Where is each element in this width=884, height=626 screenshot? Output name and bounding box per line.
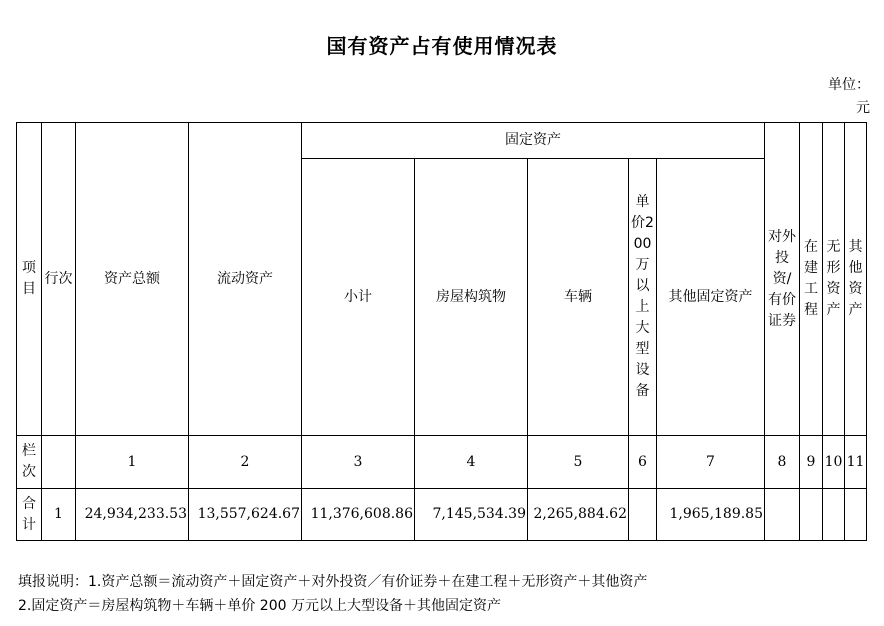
- intangible-value: [823, 489, 845, 541]
- header-investments: 对外投资/有价证券: [765, 123, 800, 436]
- report-title: 国有资产占有使用情况表: [326, 34, 558, 58]
- column-index: 6: [629, 436, 657, 489]
- current-assets-value: 13,557,624.67: [189, 489, 302, 541]
- header-vehicles: 车辆: [528, 159, 629, 436]
- column-index: 9: [800, 436, 823, 489]
- column-index-empty: [42, 436, 76, 489]
- header-buildings: 房屋构筑物: [415, 159, 528, 436]
- header-other-fixed: 其他固定资产: [657, 159, 765, 436]
- header-current-assets: 流动资产: [189, 123, 302, 436]
- column-index: 2: [189, 436, 302, 489]
- column-index: 1: [76, 436, 189, 489]
- header-subtotal: 小计: [302, 159, 415, 436]
- column-index: 7: [657, 436, 765, 489]
- other-assets-value: [845, 489, 867, 541]
- column-index-label: 栏次: [17, 436, 42, 489]
- header-total-assets: 资产总额: [76, 123, 189, 436]
- column-index: 10: [823, 436, 845, 489]
- total-row-no: 1: [42, 489, 76, 541]
- investments-value: [765, 489, 800, 541]
- column-index: 4: [415, 436, 528, 489]
- header-other-assets: 其他资产: [845, 123, 867, 436]
- vehicles-value: 2,265,884.62: [528, 489, 629, 541]
- asset-table: [16, 122, 867, 541]
- subtotal-value: 11,376,608.86: [302, 489, 415, 541]
- note-line: 填报说明：1.资产总额＝流动资产＋固定资产＋对外投资／有价证券＋在建工程＋无形资产＋其他资产: [18, 574, 648, 590]
- total-row-label: 合计: [17, 489, 42, 541]
- header-fixed-assets: 固定资产: [302, 123, 765, 159]
- column-index: 11: [845, 436, 867, 489]
- header-intangible: 无形资产: [823, 123, 845, 436]
- filling-notes: [18, 570, 647, 618]
- total-assets-value: 24,934,233.53: [76, 489, 189, 541]
- column-index: 5: [528, 436, 629, 489]
- buildings-value: 7,145,534.39: [415, 489, 528, 541]
- unit-label: 单位：元: [828, 77, 870, 116]
- construction-value: [800, 489, 823, 541]
- header-row-no: 行次: [42, 123, 76, 436]
- column-index: 8: [765, 436, 800, 489]
- header-large-equipment: 单价200万以上大型设备: [629, 159, 657, 436]
- header-item: 项目: [17, 123, 42, 436]
- column-index: 3: [302, 436, 415, 489]
- header-construction: 在建工程: [800, 123, 823, 436]
- large-equipment-value: [629, 489, 657, 541]
- note-line: 2.固定资产＝房屋构筑物＋车辆＋单价 200 万元以上大型设备＋其他固定资产: [18, 598, 501, 614]
- other-fixed-value: 1,965,189.85: [657, 489, 765, 541]
